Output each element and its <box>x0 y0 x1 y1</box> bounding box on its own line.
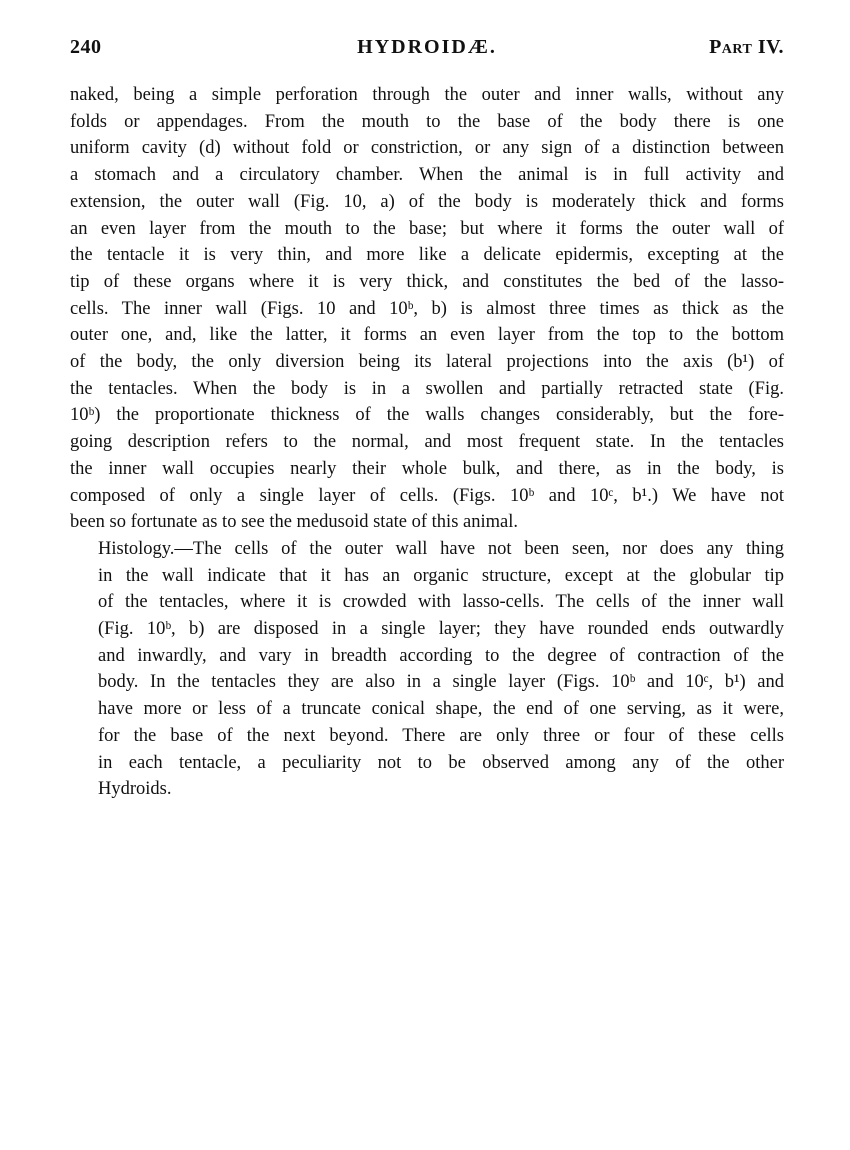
text-line: and inwardly, and vary in breadth according to the degree of contraction of the <box>98 645 784 666</box>
paragraph-histology <box>70 536 784 803</box>
text-line: naked, being a simple perforation through the outer and inner walls, without any <box>70 85 784 105</box>
text-line: outer one, and, like the latter, it forms an even layer from the top to the bottom <box>70 325 784 346</box>
text-line: extension, the outer wall (Fig. 10, a) of the body is moderately thick and forms <box>70 191 784 212</box>
running-title: HYDROIDÆ. <box>357 36 497 58</box>
text-line: composed of only a single layer of cells. (Figs. 10ᵇ and 10ᶜ, b¹.) We have not <box>70 485 784 506</box>
text-line: folds or appendages. From the mouth to the base of the body there is one <box>70 111 784 132</box>
text-line: of the body, the only diversion being its lateral projections into the axis (b¹) of <box>70 352 784 373</box>
text-line: going description refers to the normal, and most frequent state. In the tentacles <box>70 432 784 453</box>
text-line: an even layer from the mouth to the base; but where it forms the outer wall of <box>70 218 784 239</box>
text-line: the tentacles. When the body is in a swollen and partially retracted state (Fig. <box>70 378 784 399</box>
running-header <box>70 30 784 60</box>
text-line: 10ᵇ) the proportionate thickness of the walls changes considerably, but the fore- <box>70 405 784 426</box>
paragraph-anatomy <box>70 82 784 536</box>
text-line: (Fig. 10ᵇ, b) are disposed in a single layer; they have rounded ends outwardly <box>98 619 784 640</box>
text-line: of the tentacles, where it is crowded with lasso-cells. The cells of the inner wall <box>98 592 784 613</box>
text-line: a stomach and a circulatory chamber. When the animal is in full activity and <box>70 165 784 186</box>
text-line: for the base of the next beyond. There are only three or four of these cells <box>98 725 784 746</box>
text-line: cells. The inner wall (Figs. 10 and 10ᵇ, b) is almost three times as thick as the <box>70 298 784 319</box>
text-line: uniform cavity (d) without fold or constriction, or any sign of a distinction between <box>70 138 784 159</box>
text-line: Hydroids. <box>98 779 172 800</box>
text-line: been so fortunate as to see the medusoid state of this animal. <box>70 512 518 533</box>
text-line: in each tentacle, a peculiarity not to be observed among any of the other <box>98 752 784 773</box>
text-line: the inner wall occupies nearly their whole bulk, and there, as in the body, is <box>70 458 784 479</box>
body-text <box>70 82 784 803</box>
text-line: the tentacle it is very thin, and more like a delicate epidermis, excepting at the <box>70 245 784 266</box>
text-line: tip of these organs where it is very thick, and constitutes the bed of the lasso- <box>70 271 784 292</box>
text-line: in the wall indicate that it has an organic structure, except at the globular tip <box>98 565 784 586</box>
text-line: body. In the tentacles they are also in a single layer (Figs. 10ᵇ and 10ᶜ, b¹) and <box>98 672 784 693</box>
page-number: 240 <box>70 36 102 58</box>
text-line: Histology.—The cells of the outer wall have not been seen, nor does any thing <box>98 538 784 559</box>
part-label: Part IV. <box>709 36 784 58</box>
text-line: have more or less of a truncate conical shape, the end of one serving, as it were, <box>98 699 784 720</box>
